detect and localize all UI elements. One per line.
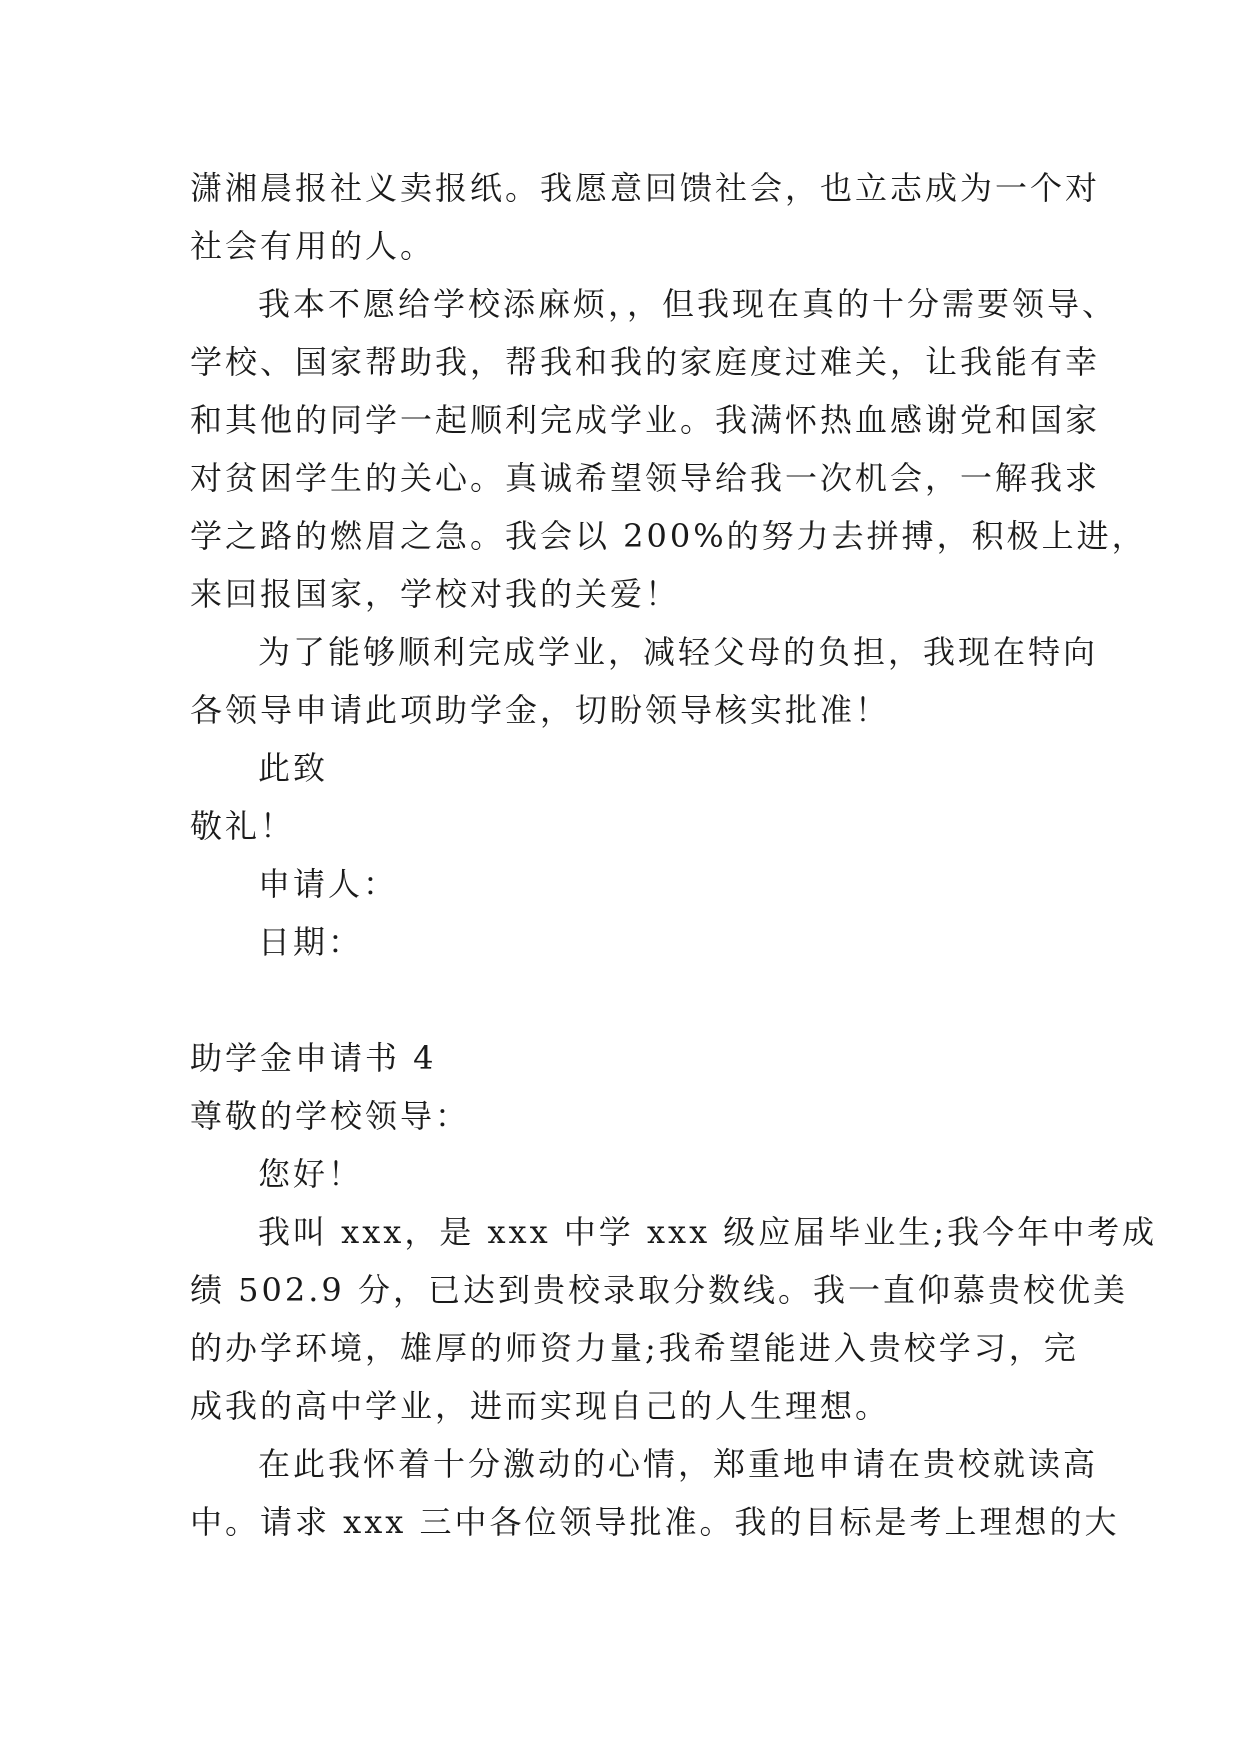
date-label: 日期：	[258, 923, 364, 961]
section-title: 助学金申请书 4	[190, 1039, 437, 1077]
text-line: 来回报国家，学校对我的关爱！	[190, 575, 681, 613]
salutation-line: 敬礼！	[190, 807, 296, 845]
text-line: 成我的高中学业，进而实现自己的人生理想。	[190, 1387, 891, 1425]
text-line: 在此我怀着十分激动的心情，郑重地申请在贵校就读高	[258, 1445, 1099, 1483]
greeting-line: 尊敬的学校领导：	[190, 1097, 471, 1135]
applicant-label: 申请人：	[258, 865, 399, 903]
text-line: 潇湘晨报社义卖报纸。我愿意回馈社会，也立志成为一个对	[190, 169, 1101, 207]
text-line: 学之路的燃眉之急。我会以 200%的努力去拼搏，积极上进，	[190, 517, 1147, 555]
text-line: 各领导申请此项助学金，切盼领导核实批准！	[190, 691, 891, 729]
text-line: 和其他的同学一起顺利完成学业。我满怀热血感谢党和国家	[190, 401, 1101, 439]
closing-line: 此致	[258, 749, 329, 787]
text-line: 的办学环境，雄厚的师资力量;我希望能进入贵校学习，完	[190, 1329, 1079, 1367]
text-line: 为了能够顺利完成学业，减轻父母的负担，我现在特向	[258, 633, 1099, 671]
greeting-line: 您好！	[258, 1155, 364, 1193]
text-line: 学校、国家帮助我，帮我和我的家庭度过难关，让我能有幸	[190, 343, 1101, 381]
text-line: 绩 502.9 分，已达到贵校录取分数线。我一直仰慕贵校优美	[190, 1271, 1128, 1309]
text-line: 我叫 xxx，是 xxx 中学 xxx 级应届毕业生;我今年中考成	[258, 1213, 1158, 1251]
text-line: 我本不愿给学校添麻烦，，但我现在真的十分需要领导、	[258, 285, 1118, 323]
text-line: 中。请求 xxx 三中各位领导批准。我的目标是考上理想的大	[190, 1503, 1120, 1541]
text-line: 对贫困学生的关心。真诚希望领导给我一次机会，一解我求	[190, 459, 1101, 497]
text-line: 社会有用的人。	[190, 227, 436, 265]
